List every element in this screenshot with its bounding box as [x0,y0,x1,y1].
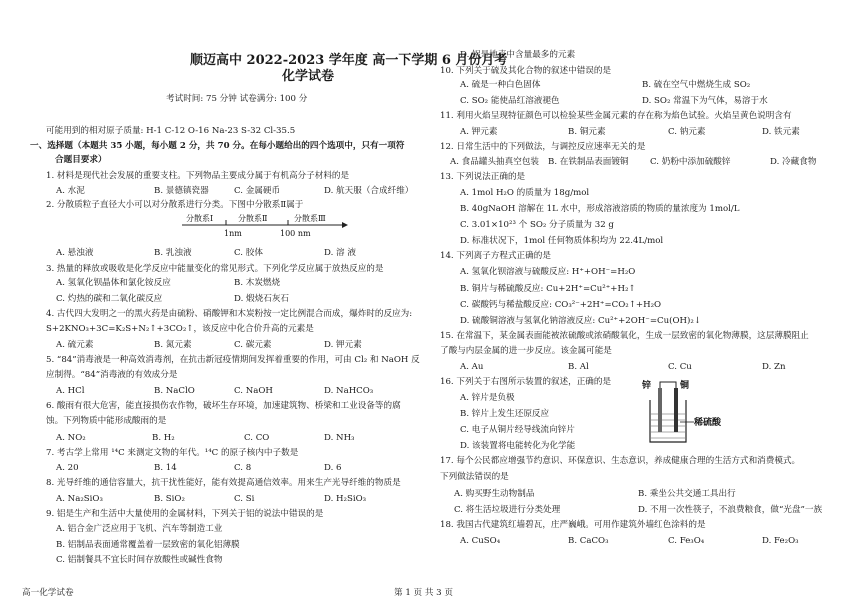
option-text: B. 铜元素 [568,127,606,137]
option-text: B. SiO₂ [154,494,185,504]
wire [660,382,676,388]
option-text: D. 铝是地壳中含量最多的元素 [460,50,576,60]
question-stem: 7. 考古学上常用 ¹⁴C 来测定文物的年代。¹⁴C 的原子核内中子数是 [46,448,299,458]
scale-label-2: 分散系Ⅱ [238,214,268,223]
option-text: A. 20 [56,463,79,473]
option-text: D. 航天服（合成纤维） [324,186,414,196]
option-text: C. 碳酸钙与稀盐酸反应: CO₃²⁻+2H⁺=CO₂↑+H₂O [460,300,662,310]
option-text: C. 电子从铜片经导线流向锌片 [460,425,575,435]
option-text: A. 硫元素 [56,340,94,350]
option-text: C. 胶体 [234,248,263,258]
question-stem: 14. 下列离子方程式正确的是 [440,251,551,261]
question-stem: 17. 每个公民都应增强节约意识、环保意识、生态意识，养成健康合理的生活方式和消费模式。 [440,456,801,466]
option-text: C. 8 [234,463,252,473]
option-text: A. Na₂SiO₃ [56,494,103,504]
option-text: B. CaCO₃ [568,536,609,546]
option-text: A. 钾元素 [460,127,498,137]
exam-title: 顺迈高中 2022-2023 学年度 高一下学期 6 月份月考 [190,53,508,68]
section-heading-cont: 合题目要求） [55,155,107,165]
question-stem: 5. “84”消毒液是一种高效消毒剂，在抗击新冠疫情期间发挥着重要的作用，可由 Cl₂ 和 NaOH 反 [46,355,420,365]
option-text: C. 灼热的碳和二氧化碳反应 [56,294,163,304]
exam-info: 考试时间: 75 分钟 试卷满分: 100 分 [166,94,308,104]
option-text: D. 煅烧石灰石 [234,294,290,304]
option-text: C. 碳元素 [234,340,272,350]
zinc-electrode [658,388,662,432]
option-text: A. 水泥 [56,186,85,196]
option-text: C. Si [234,494,255,504]
question-stem: 4. 古代四大发明之一的黑火药是由硫粉、硝酸钾和木炭粉按一定比例混合而成，爆炸时的反应为: [46,309,413,319]
option-text: D. H₂SiO₃ [324,494,367,504]
option-text: D. 硫酸铜溶液与氢氧化钠溶液反应: Cu²⁺+2OH⁻=Cu(OH)₂↓ [460,316,702,326]
galvanic-cell-diagram [640,378,730,448]
question-stem: 蚀。下列物质中能形成酸雨的是 [46,416,167,426]
option-text: D. Zn [762,362,786,372]
beaker [650,400,686,442]
option-text: D. 该装置将电能转化为化学能 [460,441,576,451]
option-text: B. NaClO [154,386,195,396]
footer-left: 高一化学试卷 [22,588,74,598]
dispersion-scale-diagram [178,212,348,240]
option-text: C. NaOH [234,386,273,396]
option-text: C. 将生活垃圾进行分类处理 [454,505,561,515]
option-text: B. 铜片与稀硫酸反应: Cu+2H⁺=Cu²⁺+H₂↑ [460,284,636,294]
question-stem: 18. 我国古代建筑红墙碧瓦，庄严巍峨。可用作建筑外墙红色涂料的是 [440,520,706,530]
scale-arrow [342,222,348,228]
question-stem: 应制得。“84”消毒液的有效成分是 [46,370,178,380]
option-text: A. HCl [56,386,85,396]
option-text: C. Cu [668,362,692,372]
option-text: A. 硫是一种白色固体 [460,80,541,90]
option-text: D. 冷藏食物 [770,157,817,167]
option-text: B. 木炭燃烧 [234,278,281,288]
option-text: B. 铝制品表面通常覆盖着一层致密的氧化铝薄膜 [56,540,240,550]
option-text: D. 标准状况下，1mol 任何物质体积均为 22.4L/mol [460,236,664,246]
scale-tick-label-2: 100 nm [280,229,311,238]
option-text: B. 40gNaOH 溶解在 1L 水中，形成溶液溶质的物质的量浓度为 1mol/L [460,204,740,214]
option-text: A. 氢氧化钡溶液与硫酸反应: H⁺+OH⁻=H₂O [460,267,636,277]
question-stem: 下列做法错误的是 [440,472,509,482]
option-text: D. Fe₂O₃ [762,536,799,546]
scale-label-3: 分散系Ⅲ [294,214,326,223]
question-stem: 10. 下列关于硫及其化合物的叙述中错误的是 [440,66,612,76]
option-text: D. NH₃ [324,433,355,443]
option-text: A. 购买野生动物制品 [454,489,535,499]
option-text: A. 铝合金广泛应用于飞机、汽车等制造工业 [56,524,223,534]
page-number: 第 1 页 共 3 页 [394,588,453,598]
question-stem: S+2KNO₃+3C=K₂S+N₂↑+3CO₂↑，该反应中化合价升高的元素是 [46,324,314,334]
option-text: A. Au [460,362,484,372]
acid-label: 稀硫酸 [694,418,722,428]
option-text: C. 铝制餐具不宜长时间存放酸性或碱性食物 [56,555,223,565]
question-stem: 9. 铝是生产和生活中大量使用的金属材料，下列关于铝的说法中错误的是 [46,509,324,519]
option-text: B. 乘坐公共交通工具出行 [638,489,736,499]
copper-electrode [674,388,678,432]
option-text: A. CuSO₄ [460,536,501,546]
option-text: B. 乳浊液 [154,248,192,258]
option-text: B. 景德镇瓷器 [154,186,209,196]
option-text: C. 奶粉中添加硫酸锌 [650,157,731,167]
question-stem: 了酸与内层金属的进一步反应。该金属可能是 [440,346,612,356]
option-text: C. 金属硬币 [234,186,281,196]
option-text: B. Al [568,362,589,372]
scale-tick-label-1: 1nm [224,229,242,238]
option-text: B. 氮元素 [154,340,192,350]
question-stem: 3. 热量的释放或吸收是化学反应中能量变化的常见形式。下列化学反应属于放热反应的是 [46,264,384,274]
option-text: C. CO [244,433,270,443]
option-text: A. 氢氧化钡晶体和氯化铵反应 [56,278,171,288]
option-text: D. NaHCO₃ [324,386,374,396]
question-stem: 1. 材料是现代社会发展的重要支柱。下列物品主要成分属于有机高分子材料的是 [46,171,350,181]
question-stem: 16. 下列关于右图所示装置的叙述，正确的是 [440,377,612,387]
option-text: A. 1mol H₂O 的质量为 18g/mol [460,188,590,198]
question-stem: 8. 光导纤维的通信容量大，抗干扰性能好，能有效提高通信效率。用来生产光导纤维的物质是 [46,478,401,488]
option-text: D. 铁元素 [762,127,800,137]
option-text: D. 钾元素 [324,340,362,350]
question-stem: 12. 日常生活中的下列做法，与调控反应速率无关的是 [440,142,646,152]
question-stem: 13. 下列说法正确的是 [440,172,526,182]
option-text: D. 不用一次性筷子，不浪费粮食，做“光盘”一族 [638,505,823,515]
question-stem: 15. 在常温下，某金属表面能被浓硫酸或浓硝酸氧化，生成一层致密的氧化物薄膜，这层薄膜阻止 [440,331,809,341]
option-text: C. Fe₃O₄ [668,536,705,546]
option-text: D. SO₂ 常温下为气体，易溶于水 [642,96,768,106]
option-text: B. H₂ [152,433,175,443]
zinc-label: 锌 [642,381,652,391]
option-text: C. 钠元素 [668,127,706,137]
question-stem: 2. 分散质粒子直径大小可以对分散系进行分类。下图中分散系Ⅱ属于 [46,200,304,210]
option-text: A. 锌片是负极 [460,393,515,403]
option-text: A. 食品罐头抽真空包装 [450,157,540,167]
option-text: B. 14 [154,463,177,473]
section-heading: 一、选择题（本题共 35 小题，每小题 2 分，共 70 分。在每小题给出的四个选项中，只有一项符 [30,141,405,151]
option-text: C. 3.01×10²³ 个 SO₂ 分子质量为 32 g [460,220,614,230]
copper-label: 铜 [680,381,690,391]
option-text: A. 悬浊液 [56,248,94,258]
option-text: D. 溶 液 [324,248,356,258]
exam-subtitle: 化学试卷 [282,69,335,84]
scale-label-1: 分散系Ⅰ [186,214,214,223]
atomic-masses: 可能用到的相对原子质量: H-1 C-12 O-16 Na-23 S-32 Cl-35.5 [46,126,296,136]
question-stem: 11. 利用火焰呈现特征颜色可以检验某些金属元素的存在称为焰色试验。火焰呈黄色说明含有 [440,111,792,121]
option-text: B. 在铁制品表面镀铜 [548,157,629,167]
option-text: B. 锌片上发生还原反应 [460,409,550,419]
option-text: C. SO₂ 能使品红溶液褪色 [460,96,560,106]
option-text: D. 6 [324,463,342,473]
option-text: A. NO₂ [56,433,86,443]
question-stem: 6. 酸雨有很大危害，能直接损伤农作物，破坏生存环境，加速建筑物、桥梁和工业设备等的腐 [46,401,401,411]
option-text: B. 硫在空气中燃烧生成 SO₂ [642,80,751,90]
